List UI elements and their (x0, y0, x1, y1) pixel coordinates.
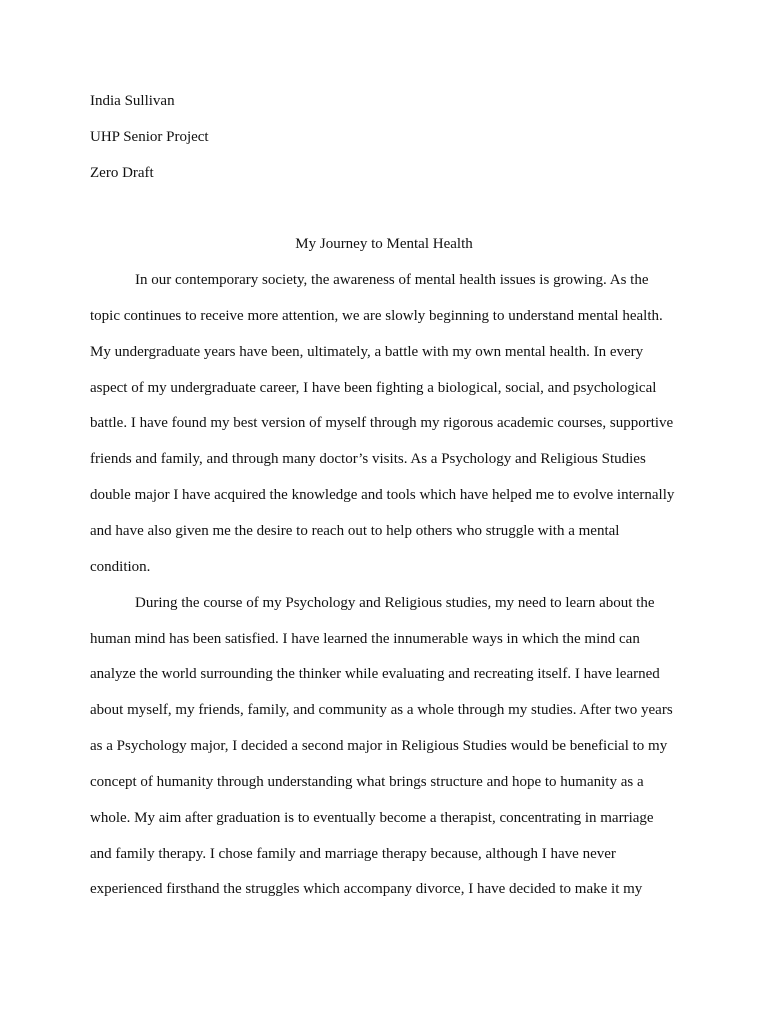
paragraph-line: During the course of my Psychology and Religious studies, my need to learn about the (135, 594, 655, 611)
paragraph-line: concept of humanity through understanding what brings structure and hope to humanity as a (90, 773, 644, 790)
document-header (90, 91, 690, 199)
paragraph-line: human mind has been satisfied. I have learned the innumerable ways in which the mind can (90, 630, 640, 647)
paragraph-line: topic continues to receive more attention, we are slowly beginning to understand mental health. (90, 307, 663, 324)
course-name: UHP Senior Project (90, 129, 209, 145)
draft-label: Zero Draft (90, 165, 154, 181)
paragraph-line: condition. (90, 558, 151, 575)
paragraph-line: experienced firsthand the struggles which accompany divorce, I have decided to make it my (90, 881, 643, 898)
paragraph-line: and have also given me the desire to reach out to help others who struggle with a mental (90, 522, 620, 539)
paragraph-line: analyze the world surrounding the thinker while evaluating and recreating itself. I have learned (90, 666, 660, 683)
paragraph-line: about myself, my friends, family, and community as a whole through my studies. After two years (90, 702, 673, 719)
author-name: India Sullivan (90, 93, 175, 109)
paragraph-line: My undergraduate years have been, ultimately, a battle with my own mental health. In every (90, 343, 644, 360)
document-title: My Journey to Mental Health (295, 236, 473, 252)
paragraph-line: as a Psychology major, I decided a second major in Religious Studies would be beneficial to my (90, 738, 668, 755)
paragraph-line: aspect of my undergraduate career, I have been fighting a biological, social, and psychological (90, 379, 657, 396)
paragraph-line: friends and family, and through many doctor’s visits. As a Psychology and Religious Studies (90, 451, 646, 468)
paragraph-line: double major I have acquired the knowledge and tools which have helped me to evolve internally (90, 487, 675, 504)
paragraph-line: In our contemporary society, the awareness of mental health issues is growing. As the (135, 272, 649, 288)
paragraph-line: and family therapy. I chose family and marriage therapy because, although I have never (90, 845, 616, 862)
paragraph-line: battle. I have found my best version of myself through my rigorous academic courses, supportive (90, 415, 674, 432)
paragraph-line: whole. My aim after graduation is to eventually become a therapist, concentrating in marriage (90, 809, 654, 826)
